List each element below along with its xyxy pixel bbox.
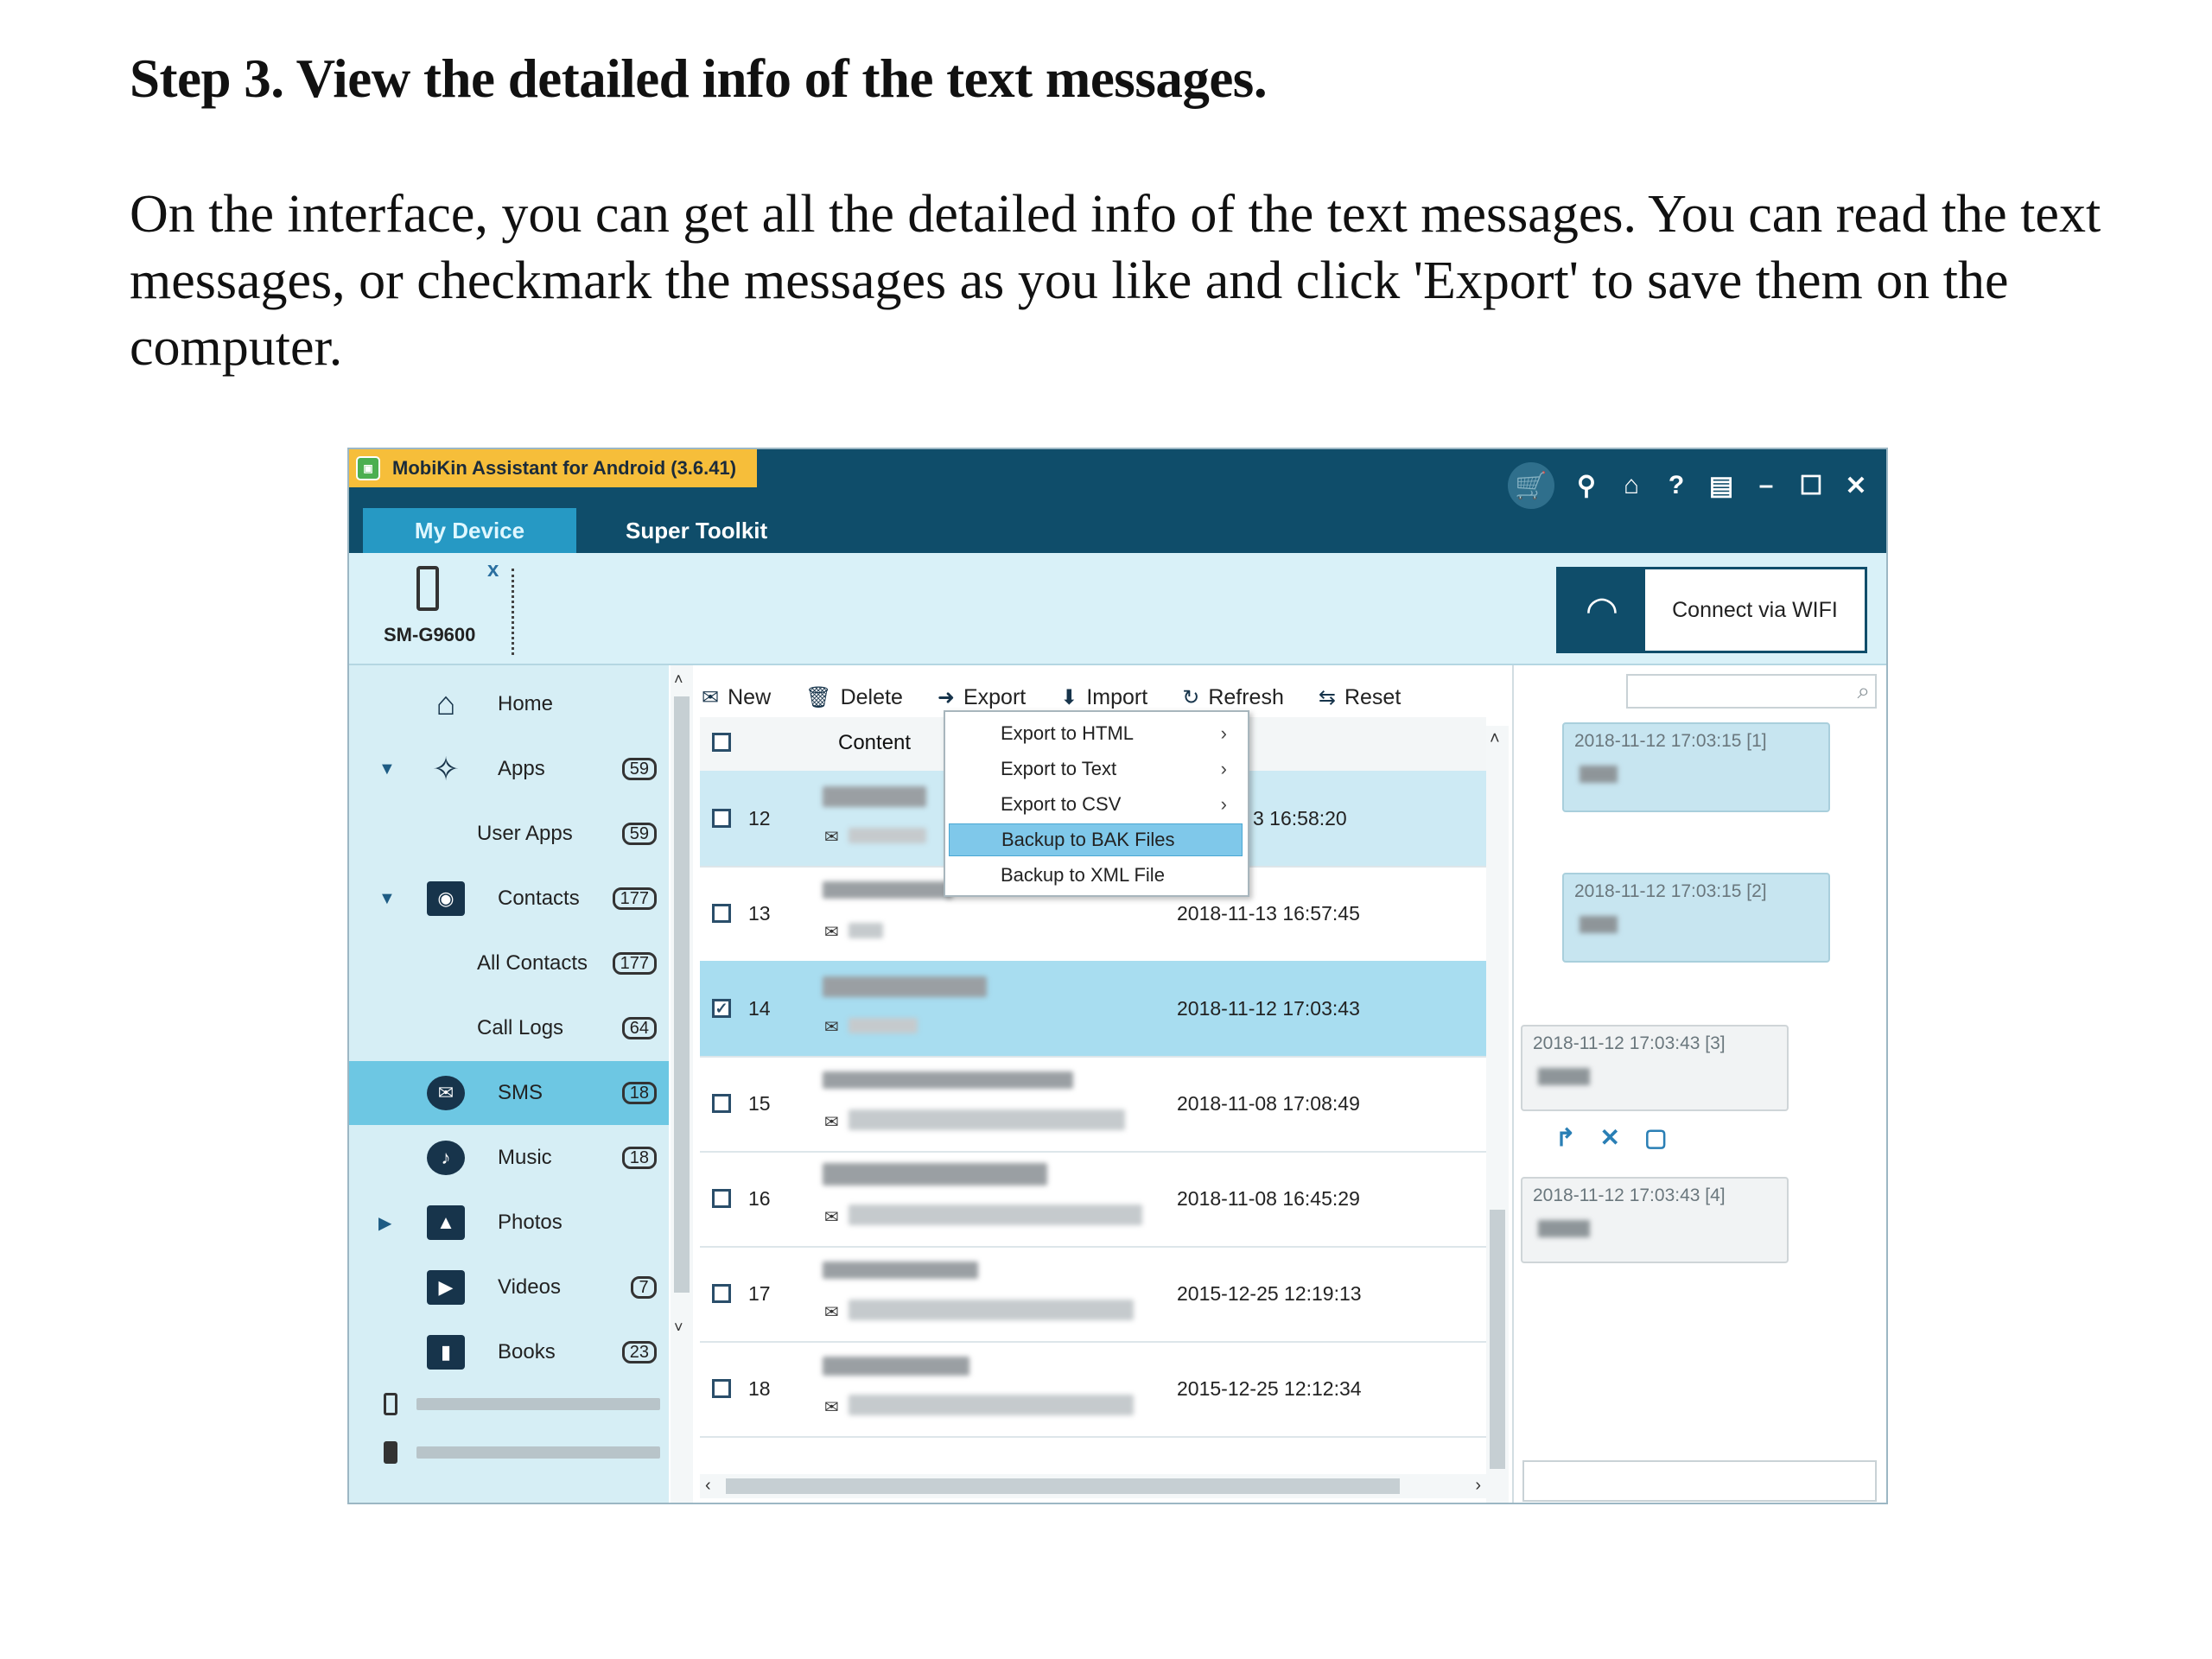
row-number: 15: [748, 1092, 771, 1115]
count-badge: 64: [622, 1017, 657, 1039]
wifi-icon: ◠: [1559, 569, 1645, 651]
connect-wifi-button[interactable]: [1556, 567, 1867, 653]
message-actions: [1555, 1123, 1667, 1152]
expand-arrow-icon[interactable]: ▼: [378, 888, 396, 908]
table-row[interactable]: [700, 961, 1486, 1058]
reset-label: Reset: [1344, 684, 1402, 709]
scroll-down-icon[interactable]: ˅: [674, 1319, 683, 1336]
message-timestamp: 2018-11-12 17:03:15 [1]: [1574, 731, 1767, 751]
blurred-preview: [849, 1395, 1134, 1415]
table-row[interactable]: [700, 1246, 1486, 1343]
menu-label: Backup to BAK Files: [1001, 829, 1175, 850]
message-bubble-sent: [1521, 1025, 1789, 1111]
contacts-icon: ◉: [427, 881, 465, 916]
tab-super-toolkit[interactable]: Super Toolkit: [626, 517, 768, 543]
connect-wifi-label: Connect via WIFI: [1672, 597, 1838, 622]
row-date: 2018-11-08 16:45:29: [1177, 1187, 1360, 1210]
export-button[interactable]: [938, 685, 1026, 710]
refresh-button[interactable]: [1182, 685, 1284, 710]
app-logo-icon: ▣: [356, 456, 380, 480]
minimize-button[interactable]: –: [1758, 471, 1774, 499]
row-date: 2015-12-25 12:12:34: [1177, 1377, 1362, 1400]
row-date: 2018-11-08 17:08:49: [1177, 1092, 1360, 1115]
export-label: Export: [963, 684, 1027, 709]
count-badge: 23: [622, 1341, 657, 1363]
count-badge: 18: [622, 1147, 657, 1169]
scroll-right-icon[interactable]: ›: [1475, 1476, 1481, 1495]
sidebar-item-user-apps[interactable]: [349, 802, 669, 866]
menu-label: Backup to XML File: [1001, 864, 1165, 886]
menu-backup-xml[interactable]: [949, 859, 1243, 892]
table-row[interactable]: [700, 1341, 1486, 1438]
sd-card-storage: [384, 1440, 660, 1465]
sidebar-item-label: Music: [498, 1146, 552, 1169]
row-date: 3 16:58:20: [1253, 807, 1347, 830]
sidebar-item-home[interactable]: [349, 672, 669, 736]
blurred-preview: [849, 923, 883, 938]
envelope-icon: ✉: [824, 923, 839, 942]
scrollbar-thumb[interactable]: [674, 696, 690, 1293]
scroll-up-icon[interactable]: ˄: [1490, 729, 1500, 748]
message-timestamp: 2018-11-12 17:03:43 [3]: [1533, 1033, 1726, 1053]
app-title-text: MobiKin Assistant for Android (3.6.41): [392, 457, 737, 479]
horizontal-scrollbar[interactable]: [700, 1474, 1486, 1498]
envelope-icon: ✉: [824, 1113, 839, 1132]
blurred-sender: [823, 1262, 978, 1279]
home-icon: ⌂: [435, 685, 456, 722]
device-close-icon[interactable]: x: [487, 558, 499, 582]
delete-button[interactable]: [805, 685, 903, 710]
sidebar-item-call-logs[interactable]: [349, 996, 669, 1060]
import-icon: ⬇: [1060, 685, 1078, 709]
expand-arrow-icon[interactable]: ▼: [378, 759, 396, 779]
blurred-message: [1538, 1220, 1590, 1237]
row-checkbox[interactable]: [712, 1379, 731, 1398]
envelope-icon: ✉: [824, 1398, 839, 1417]
blurred-sender: [823, 786, 926, 807]
blurred-sender: [823, 881, 952, 899]
app-window: [347, 448, 1888, 1504]
count-badge: 177: [613, 952, 657, 975]
scroll-left-icon[interactable]: ‹: [705, 1476, 711, 1495]
doc-paragraph: On the interface, you can get all the detailed info of the text messages. You can read the text messages, or checkmark the messages as you like and click 'Export' to save them on the computer.: [130, 185, 2101, 377]
menu-label: Export to Text: [1001, 758, 1117, 779]
new-message-icon: ✉: [702, 685, 720, 709]
row-number: 17: [748, 1282, 771, 1305]
message-bubble-received: [1562, 873, 1830, 963]
row-date: 2018-11-12 17:03:43: [1177, 997, 1360, 1020]
sidebar-item-label: SMS: [498, 1081, 543, 1104]
row-checkbox[interactable]: [712, 904, 731, 923]
list-scrollbar[interactable]: [1486, 726, 1509, 1503]
envelope-icon: ✉: [824, 828, 839, 847]
row-checkbox[interactable]: ✓: [712, 999, 731, 1018]
forward-icon[interactable]: ↱: [1555, 1124, 1576, 1151]
videos-icon: ▶: [427, 1270, 465, 1305]
message-bubble-sent: [1521, 1177, 1789, 1263]
expand-arrow-icon[interactable]: ▶: [378, 1213, 392, 1233]
window-controls: [1508, 461, 1869, 510]
trash-icon: 🗑: [805, 685, 832, 709]
envelope-icon: ✉: [824, 1018, 839, 1037]
menu-export-csv[interactable]: [949, 788, 1243, 821]
count-badge: 59: [622, 758, 657, 780]
export-dropdown-menu: [944, 710, 1249, 897]
message-timestamp: 2018-11-12 17:03:15 [2]: [1574, 881, 1767, 901]
sidebar-item-label: Videos: [498, 1275, 561, 1299]
row-number: 12: [748, 807, 771, 830]
message-search-input[interactable]: [1626, 674, 1877, 709]
sidebar-item-label: Contacts: [498, 887, 580, 910]
phone-icon: [416, 566, 439, 611]
cart-icon[interactable]: 🛒: [1508, 462, 1554, 509]
blurred-sender: [823, 1071, 1073, 1089]
sidebar-item-apps[interactable]: [349, 737, 669, 801]
scroll-up-icon[interactable]: ˄: [674, 671, 683, 688]
export-icon: ➜: [937, 685, 955, 709]
blurred-preview: [849, 1300, 1134, 1320]
sidebar-item-label: User Apps: [477, 822, 573, 845]
sidebar-item-label: Call Logs: [477, 1016, 564, 1039]
storage-bar: [416, 1446, 660, 1459]
row-checkbox[interactable]: [712, 1094, 731, 1113]
blurred-sender: [823, 976, 987, 997]
copy-icon[interactable]: ▢: [1643, 1124, 1668, 1151]
reply-input[interactable]: [1522, 1460, 1877, 1502]
table-row[interactable]: [700, 1056, 1486, 1153]
row-number: 16: [748, 1187, 771, 1210]
row-number: 14: [748, 997, 771, 1020]
delete-label: Delete: [840, 684, 903, 709]
menu-label: Export to CSV: [1001, 793, 1122, 815]
chevron-right-icon: ›: [1220, 722, 1227, 744]
refresh-icon: ↻: [1182, 685, 1200, 709]
menu-backup-bak[interactable]: [949, 823, 1243, 856]
row-date: 2018-11-13 16:57:45: [1177, 902, 1360, 925]
sidebar-item-label: Apps: [498, 757, 545, 780]
sidebar-item-sms[interactable]: [349, 1061, 669, 1125]
key-icon[interactable]: ⚲: [1577, 471, 1596, 500]
blurred-sender: [823, 1357, 969, 1376]
sidebar-item-contacts[interactable]: [349, 867, 669, 931]
music-icon: ♪: [427, 1141, 465, 1175]
title-bar: [349, 449, 1886, 553]
sd-card-icon: [384, 1441, 397, 1464]
sidebar-item-label: Books: [498, 1340, 556, 1363]
select-all-checkbox[interactable]: [712, 733, 731, 752]
envelope-icon: ✉: [824, 1303, 839, 1322]
maximize-button[interactable]: ☐: [1799, 471, 1823, 500]
row-checkbox[interactable]: [712, 809, 731, 828]
envelope-icon: ✉: [824, 1208, 839, 1227]
home-icon[interactable]: ⌂: [1623, 471, 1640, 499]
sidebar-item-label: Home: [498, 692, 554, 715]
count-badge: 177: [613, 887, 657, 910]
books-icon: ▮: [427, 1335, 465, 1370]
count-badge: 7: [631, 1276, 657, 1299]
reset-icon: ⇆: [1318, 685, 1336, 709]
row-number: 13: [748, 902, 771, 925]
feedback-icon[interactable]: ▤: [1708, 471, 1734, 500]
import-label: Import: [1086, 684, 1148, 709]
sidebar-item-videos[interactable]: [349, 1255, 669, 1319]
blurred-preview: [849, 828, 926, 843]
sidebar-item-label: All Contacts: [477, 951, 588, 975]
app-title: [349, 449, 757, 487]
device-name: SM-G9600: [384, 624, 476, 645]
chevron-right-icon: ›: [1220, 793, 1227, 815]
row-number: 18: [748, 1377, 771, 1400]
help-icon[interactable]: ?: [1668, 471, 1685, 499]
apps-icon: ✧: [432, 751, 460, 788]
blurred-preview: [849, 1109, 1125, 1130]
blurred-message: [1538, 1068, 1590, 1085]
message-bubble-received: [1562, 722, 1830, 812]
sidebar-item-photos[interactable]: [349, 1191, 669, 1255]
blurred-preview: [849, 1205, 1142, 1225]
sidebar-item-music[interactable]: [349, 1126, 669, 1190]
storage-bar: [416, 1398, 660, 1410]
new-label: New: [728, 684, 772, 709]
delete-icon[interactable]: ✕: [1599, 1124, 1620, 1151]
message-timestamp: 2018-11-12 17:03:43 [4]: [1533, 1185, 1726, 1205]
reset-button[interactable]: [1319, 685, 1401, 710]
count-badge: 18: [622, 1082, 657, 1104]
table-row[interactable]: [700, 1151, 1486, 1248]
row-checkbox[interactable]: [712, 1189, 731, 1208]
photos-icon: ▲: [427, 1205, 465, 1240]
device-card[interactable]: [349, 553, 513, 657]
sidebar-item-books[interactable]: [349, 1320, 669, 1384]
row-checkbox[interactable]: [712, 1284, 731, 1303]
sidebar-item-all-contacts[interactable]: [349, 931, 669, 995]
blurred-preview: [849, 1018, 918, 1033]
menu-export-html[interactable]: [949, 717, 1243, 750]
internal-storage: [384, 1391, 660, 1417]
search-icon[interactable]: ⌕: [1857, 677, 1870, 703]
count-badge: 59: [622, 823, 657, 845]
menu-label: Export to HTML: [1001, 722, 1135, 744]
close-button[interactable]: ✕: [1845, 471, 1867, 500]
import-button[interactable]: [1060, 685, 1147, 710]
row-date: 2015-12-25 12:19:13: [1177, 1282, 1362, 1305]
blurred-message: [1580, 766, 1618, 783]
refresh-label: Refresh: [1208, 684, 1284, 709]
menu-export-text[interactable]: [949, 753, 1243, 785]
sms-icon: ✉: [427, 1076, 465, 1110]
blurred-sender: [823, 1163, 1047, 1185]
doc-heading: Step 3. View the detailed info of the text messages.: [130, 48, 1268, 109]
sidebar-scrollbar[interactable]: [671, 665, 693, 1504]
blurred-message: [1580, 916, 1618, 933]
conversation-panel: [1512, 665, 1888, 1504]
scrollbar-thumb[interactable]: [1490, 1210, 1505, 1469]
device-bar: [349, 553, 1886, 665]
device-separator: [512, 569, 514, 655]
phone-storage-icon: [384, 1393, 397, 1415]
scrollbar-thumb[interactable]: [726, 1478, 1400, 1494]
sidebar: [349, 665, 669, 1504]
chevron-right-icon: ›: [1220, 758, 1227, 779]
sidebar-item-label: Photos: [498, 1211, 563, 1234]
content-column-header[interactable]: Content: [838, 731, 912, 754]
new-button[interactable]: [702, 685, 771, 710]
tab-my-device[interactable]: My Device: [363, 508, 576, 553]
